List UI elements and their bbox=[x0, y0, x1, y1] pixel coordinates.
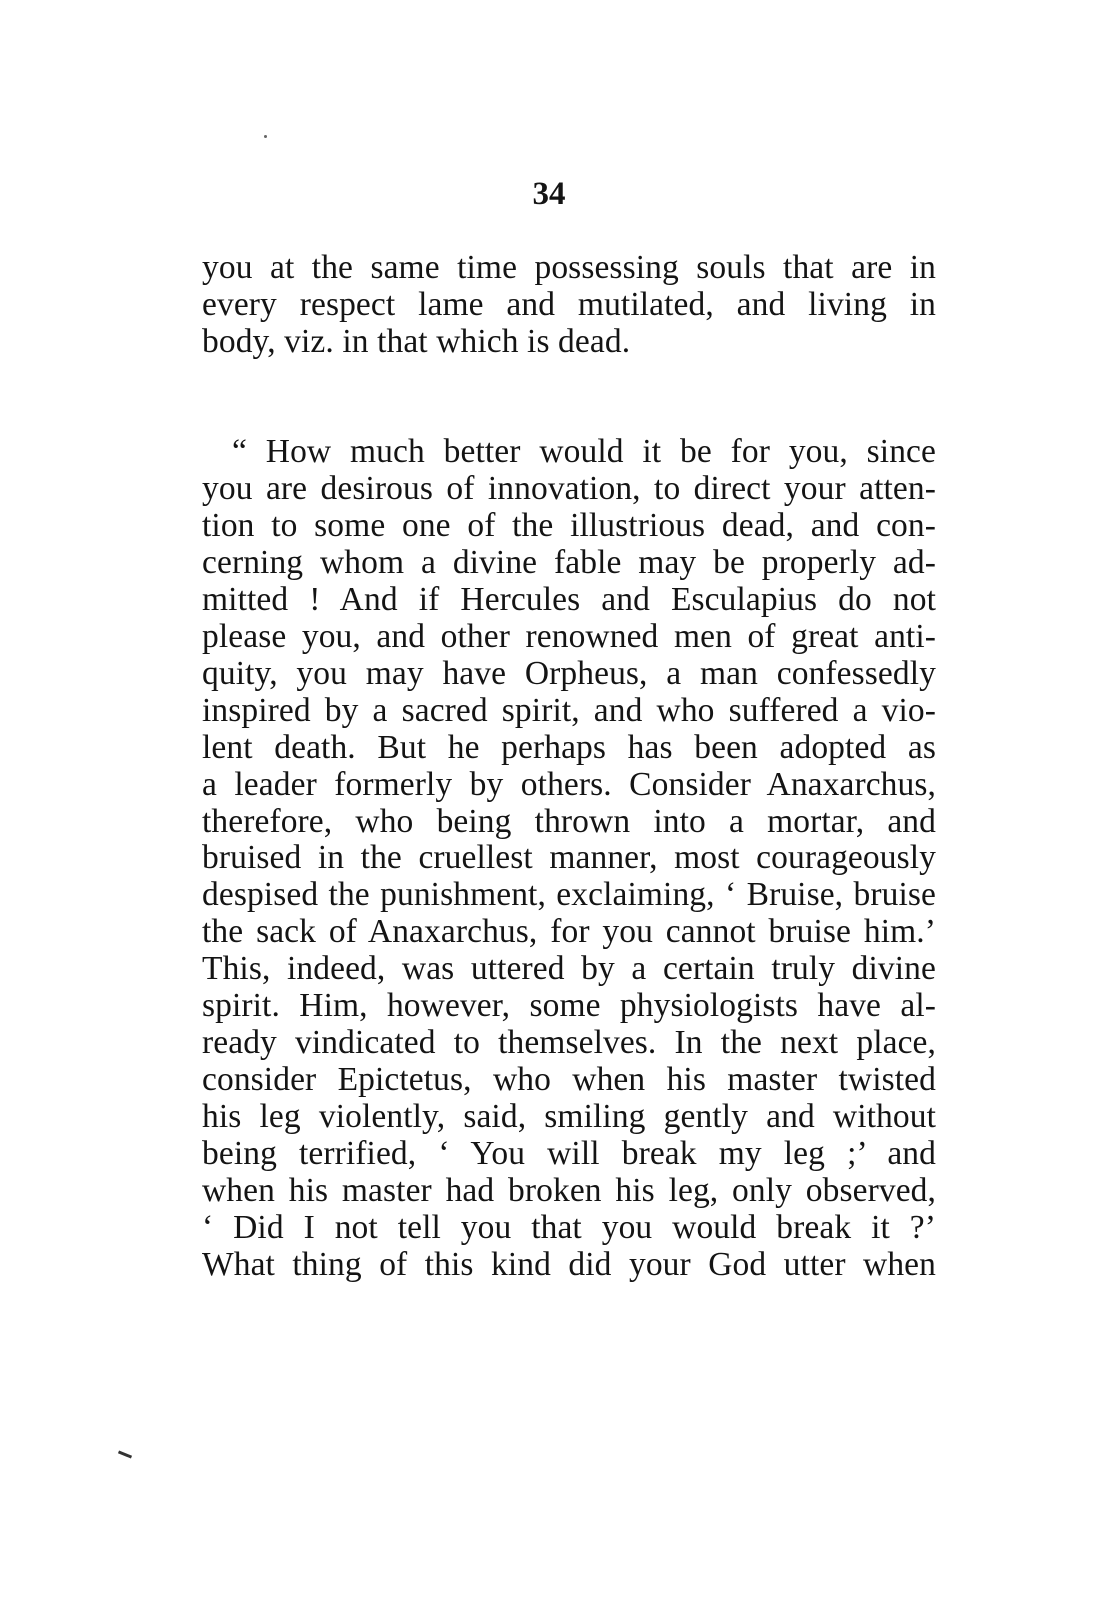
text-line: This, indeed, was uttered by a certain truly divine bbox=[202, 950, 936, 988]
text-line: lent death. But he perhaps has been adopted as bbox=[202, 728, 936, 766]
text-line: his leg violently, said, smiling gently and without bbox=[202, 1098, 936, 1136]
text-line: “ How much better would it be for you, since bbox=[232, 433, 936, 470]
text-line: consider Epictetus, who when his master twisted bbox=[202, 1061, 936, 1099]
text-line: What thing of this kind did your God utter when bbox=[202, 1245, 936, 1283]
text-line: therefore, who being thrown into a mortar, and bbox=[202, 802, 936, 840]
text-line: bruised in the cruellest manner, most courageously bbox=[202, 839, 936, 877]
text-line: mitted ! And if Hercules and Esculapius do not bbox=[202, 580, 936, 618]
text-line: body, viz. in that which is dead. bbox=[202, 322, 631, 360]
text-line: spirit. Him, however, some physiologists have al- bbox=[202, 987, 936, 1025]
text-line: ready vindicated to themselves. In the next place, bbox=[202, 1024, 936, 1062]
text-line: you are desirous of innovation, to direct your atten- bbox=[202, 469, 936, 507]
page-number: 34 bbox=[532, 176, 566, 212]
text-line: every respect lame and mutilated, and living in bbox=[202, 285, 936, 323]
paragraph-2 bbox=[202, 434, 936, 1284]
text-line: despised the punishment, exclaiming, ‘ Bruise, bruise bbox=[202, 876, 936, 914]
text-line: being terrified, ‘ You will break my leg ;’ and bbox=[202, 1135, 936, 1173]
text-line: inspired by a sacred spirit, and who suffered a vio- bbox=[202, 691, 936, 729]
text-line: please you, and other renowned men of great anti- bbox=[202, 617, 936, 655]
text-line: cerning whom a divine fable may be properly ad- bbox=[202, 543, 936, 581]
text-line: the sack of Anaxarchus, for you cannot bruise him.’ bbox=[202, 913, 936, 951]
text-line: tion to some one of the illustrious dead, and con- bbox=[202, 506, 936, 544]
text-line: when his master had broken his leg, only observed, bbox=[202, 1172, 936, 1210]
text-line: a leader formerly by others. Consider Anaxarchus, bbox=[202, 765, 936, 803]
text-line: quity, you may have Orpheus, a man confessedly bbox=[202, 654, 936, 692]
paragraph-1 bbox=[202, 250, 936, 361]
print-speck bbox=[264, 135, 267, 138]
text-line: ‘ Did I not tell you that you would break it ?’ bbox=[202, 1209, 936, 1247]
print-mark bbox=[118, 1450, 132, 1458]
text-line: you at the same time possessing souls that are in bbox=[202, 249, 936, 286]
